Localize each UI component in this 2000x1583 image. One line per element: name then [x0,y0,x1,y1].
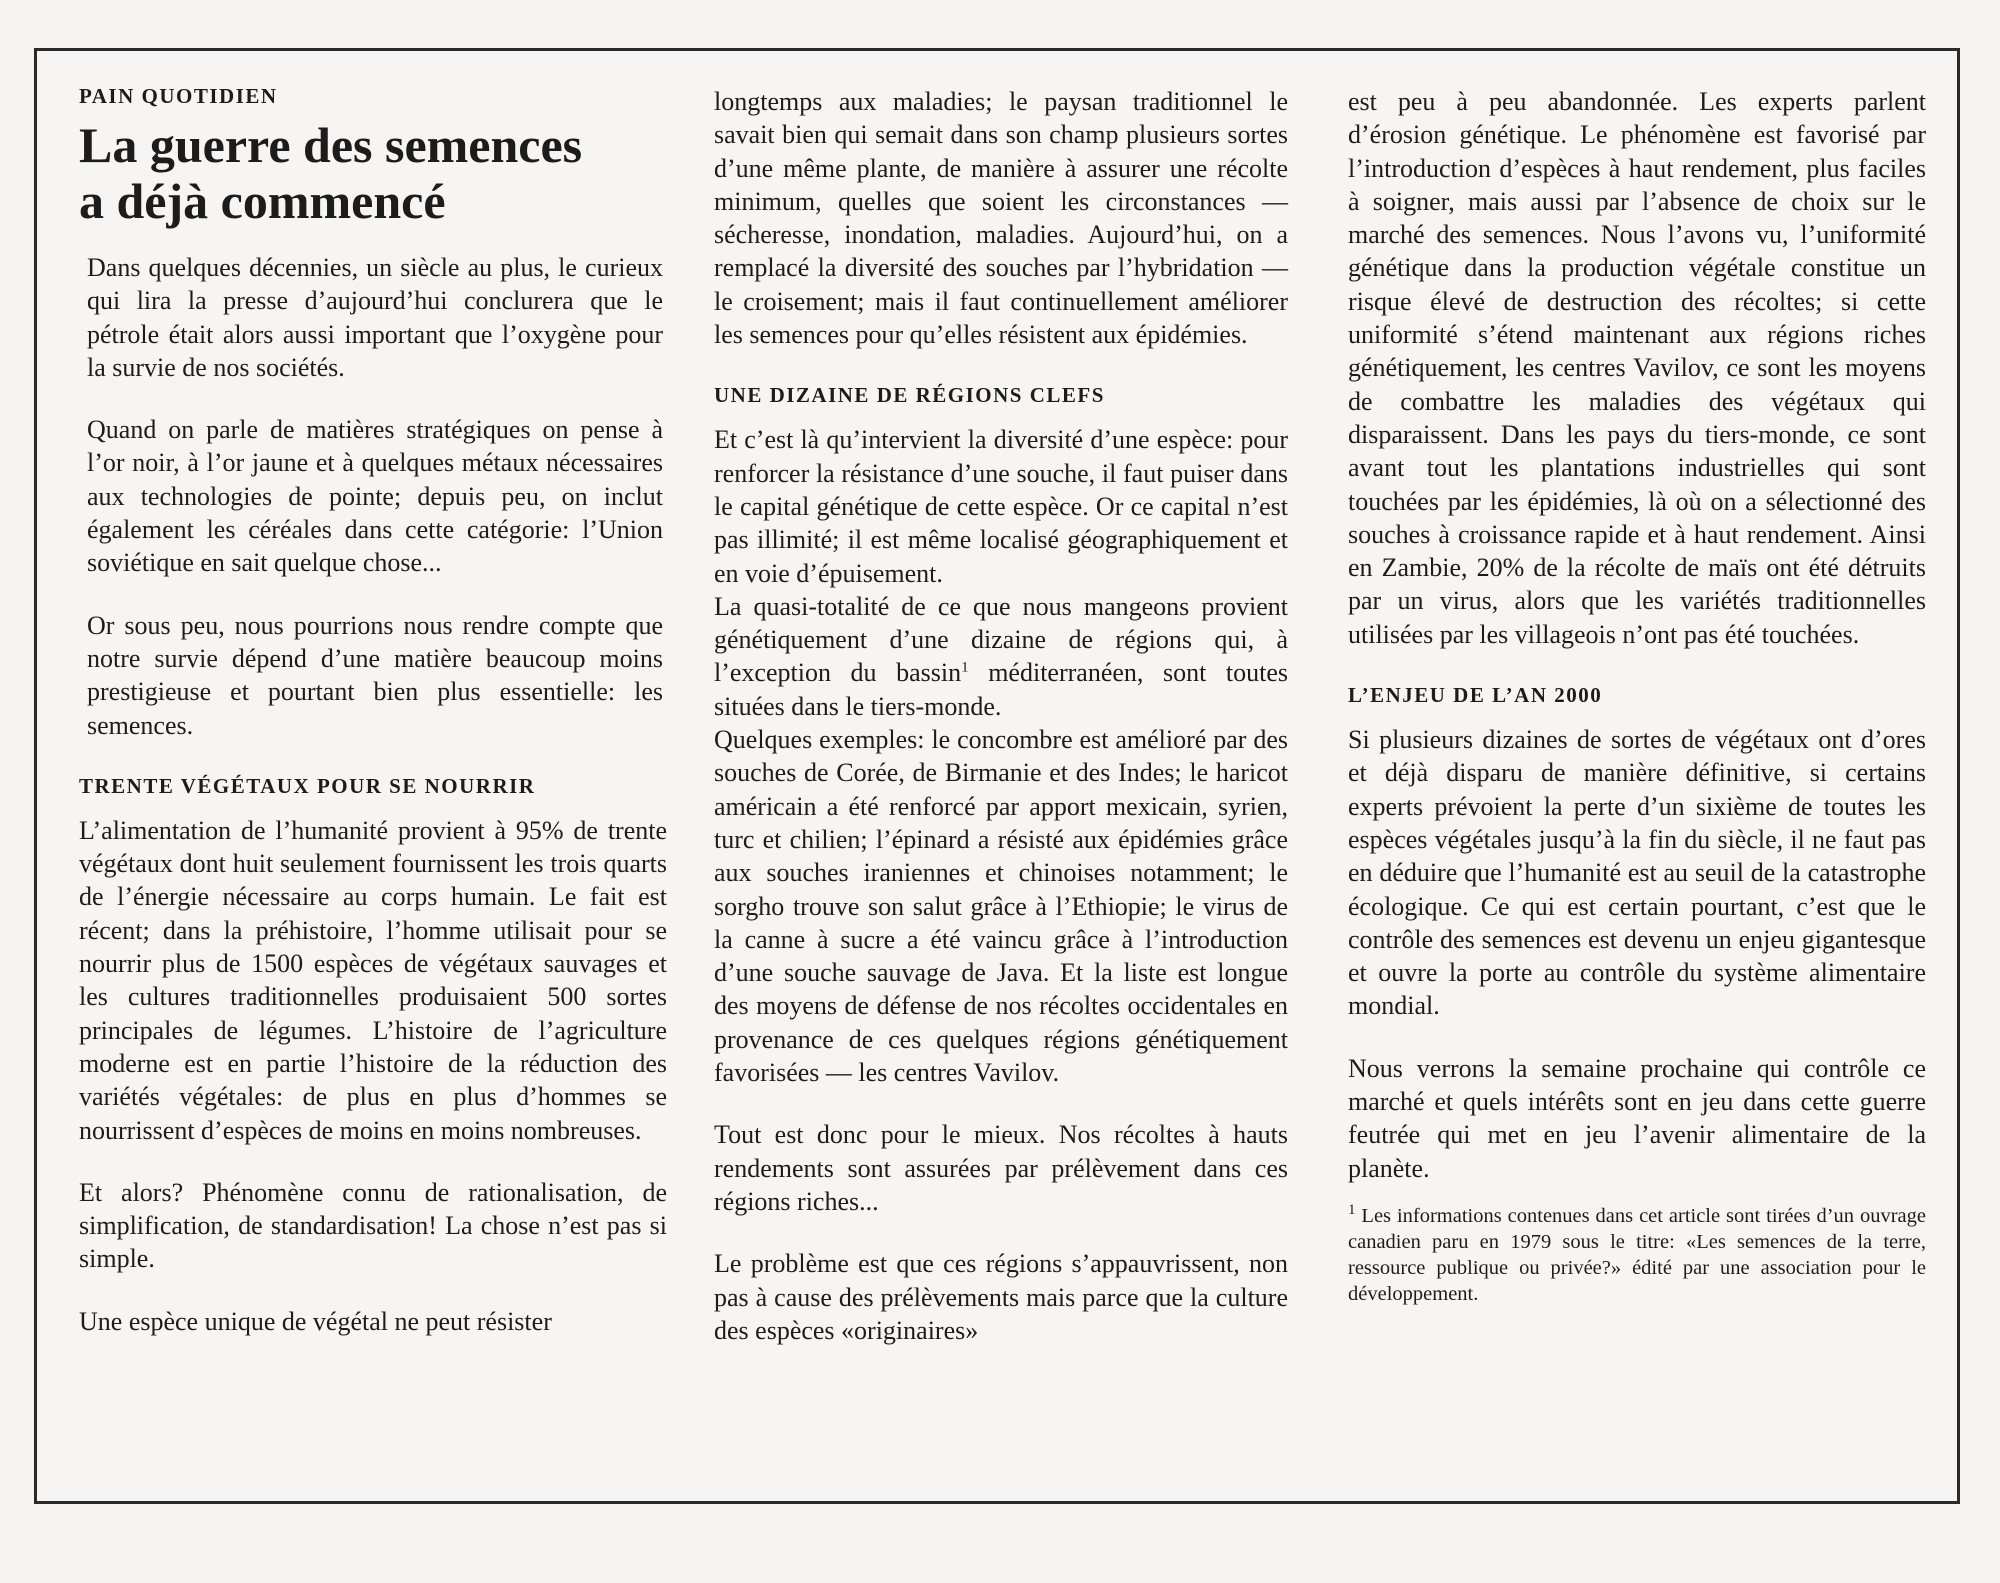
paragraph: Et c’est là qu’intervient la diversité d’une espèce: pour renforcer la résistance d’une souche, il faut puiser dans le capital génétique de cette espèce. Or ce capital n’est pas illimité; il est même localisé géographiquement et en voie d’épuisement. [714,425,1288,588]
paragraph: Or sous peu, nous pourrions nous rendre compte que notre survie dépend d’une matière beaucoup moins prestigieuse et pourtant bien plus essentielle: les semences. [87,610,663,740]
footnote-marker: 1 [961,659,969,676]
article-kicker: PAIN QUOTIDIEN [79,84,278,108]
section-heading: TRENTE VÉGÉTAUX POUR SE NOURRIR [79,773,536,798]
section-heading: L’ENJEU DE L’AN 2000 [1348,683,1603,708]
section-heading: UNE DIZAINE DE RÉGIONS CLEFS [714,383,1105,408]
paragraph: longtemps aux maladies; le paysan traditionnel le savait bien qui semait dans son champ plusieurs sortes d’une même plante, de manière à assurer une récolte minimum, quelles que soient les circonstances — sécheresse, inondation, maladies. Aujourd’hui, on a remplacé la diversité des souches par l’hybridation — le croisement; mais il faut continuellement améliorer les semences pour qu’elles résistent aux épidémies. [714,87,1288,350]
paragraph: Nous verrons la semaine prochaine qui contrôle ce marché et quels intérêts sont en jeu dans cette guerre feutrée qui met en jeu l’avenir alimentaire de la planète. [1348,1053,1926,1183]
paragraph: Et alors? Phénomène connu de rationalisation, de simplification, de standardisation! La chose n’est pas si simple. [79,1177,667,1274]
paragraph: est peu à peu abandonnée. Les experts parlent d’érosion génétique. Le phénomène est favorisé par l’introduction d’espèces à haut rendement, plus faciles à soigner, mais aussi par l’absence de choix sur le marché des semences. Nous l’avons vu, l’uniformité génétique dans la production végétale constitue un risque élevé de destruction des récoltes; si cette uniformité s’étend maintenant aux régions riches génétiquement, les centres Vavilov, ce sont les moyens de combattre les maladies des végétaux qui disparaissent. Dans les pays du tiers-monde, ce sont avant tout les plantations industrielles qui sont touchées par les épidémies, là où on a sélectionné des souches à croissance rapide et à haut rendement. Ainsi en Zambie, 20% de la récolte de maïs ont été détruits par un virus, alors que les variétés traditionnelles utilisées par les villageois n’ont pas été touchées. [1348,87,1926,649]
paragraph: Tout est donc pour le mieux. Nos récoltes à hauts rendements sont assurées par prélèvement dans ces régions riches... [714,1120,1288,1216]
paragraph: L’alimentation de l’humanité provient à 95% de trente végétaux dont huit seulement fournissent les trois quarts de l’énergie nécessaire au corps humain. Le fait est récent; dans la préhistoire, l’homme utilisait pour se nourrir plus de 1500 espèces de végétaux sauvages et les cultures traditionnelles produisaient 500 sortes principales de légumes. L’histoire de l’agriculture moderne est en partie l’histoire de la réduction des variétés végétales: de plus en plus d’hommes se nourrissent d’espèces de moins en moins nombreuses. [79,815,667,1145]
paragraph: Si plusieurs dizaines de sortes de végétaux ont d’ores et déjà disparu de manière définitive, si certains experts prévoient la perte d’un sixième de toutes les espèces végétales jusqu’à la fin du siècle, il ne faut pas en déduire que l’humanité est au seuil de la catastrophe écologique. Ce qui est certain pourtant, c’est que le contrôle des semences est devenu un enjeu gigantesque et ouvre la porte au contrôle du système alimentaire mondial. [1348,725,1926,1021]
article-title-line-1: La guerre des semences [79,117,583,173]
footnote [1348,1203,1926,1307]
column-1 [79,83,667,1367]
article-title [79,117,667,229]
column-2 [714,85,1288,1376]
footnote-text: Les informations contenues dans cet article sont tirées d’un ouvrage canadien paru en 1979 sous le titre: «Les semences de la terre, ressource publique ou privée?» édité par une association pour le développement. [1348,1204,1926,1305]
article-title-line-2: a déjà commencé [79,173,446,229]
paragraph: Une espèce unique de végétal ne peut résister [79,1306,552,1336]
paragraph: Quand on parle de matières stratégiques on pense à l’or noir, à l’or jaune et à quelques métaux nécessaires aux technologies de pointe; depuis peu, on inclut également les céréales dans cette catégorie: l’Union soviétique en sait quelque chose... [87,415,663,578]
article-frame [34,48,1960,1504]
paragraph: Le problème est que ces régions s’appauvrissent, non pas à cause des prélèvements mais parce que la culture des espèces «originaires» [714,1249,1288,1345]
paragraph-text: La quasi-totalité de ce que nous mangeons provient génétiquement d’une dizaine de régions qui, à l’exception du bassin [714,591,1288,688]
paragraph [714,590,1288,723]
article-intro: Dans quelques décennies, un siècle au plus, le curieux qui lira la presse d’aujourd’hui conclurera que le pétrole était alors aussi important que l’oxygène pour la survie de nos sociétés. [87,253,663,382]
footnote-marker: 1 [1348,1202,1356,1219]
column-3 [1348,85,1926,1307]
paragraph-text: méditerranéen, sont toutes situées dans le tiers-monde. [714,658,1289,721]
paragraph: Quelques exemples: le concombre est amélioré par des souches de Corée, de Birmanie et des Indes; le haricot américain a été renforcé par apport mexicain, syrien, turc et chilien; l’épinard a résisté aux épidémies grâce aux souches iraniennes et chinoises notamment; le sorgho trouve son salut grâce à l’Ethiopie; le virus de la canne à sucre a été vaincu grâce à l’introduction d’une souche sauvage de Java. Et la liste est longue des moyens de défense de nos récoltes occidentales en provenance de ces quelques régions génétiquement favorisées — les centres Vavilov. [714,725,1288,1088]
